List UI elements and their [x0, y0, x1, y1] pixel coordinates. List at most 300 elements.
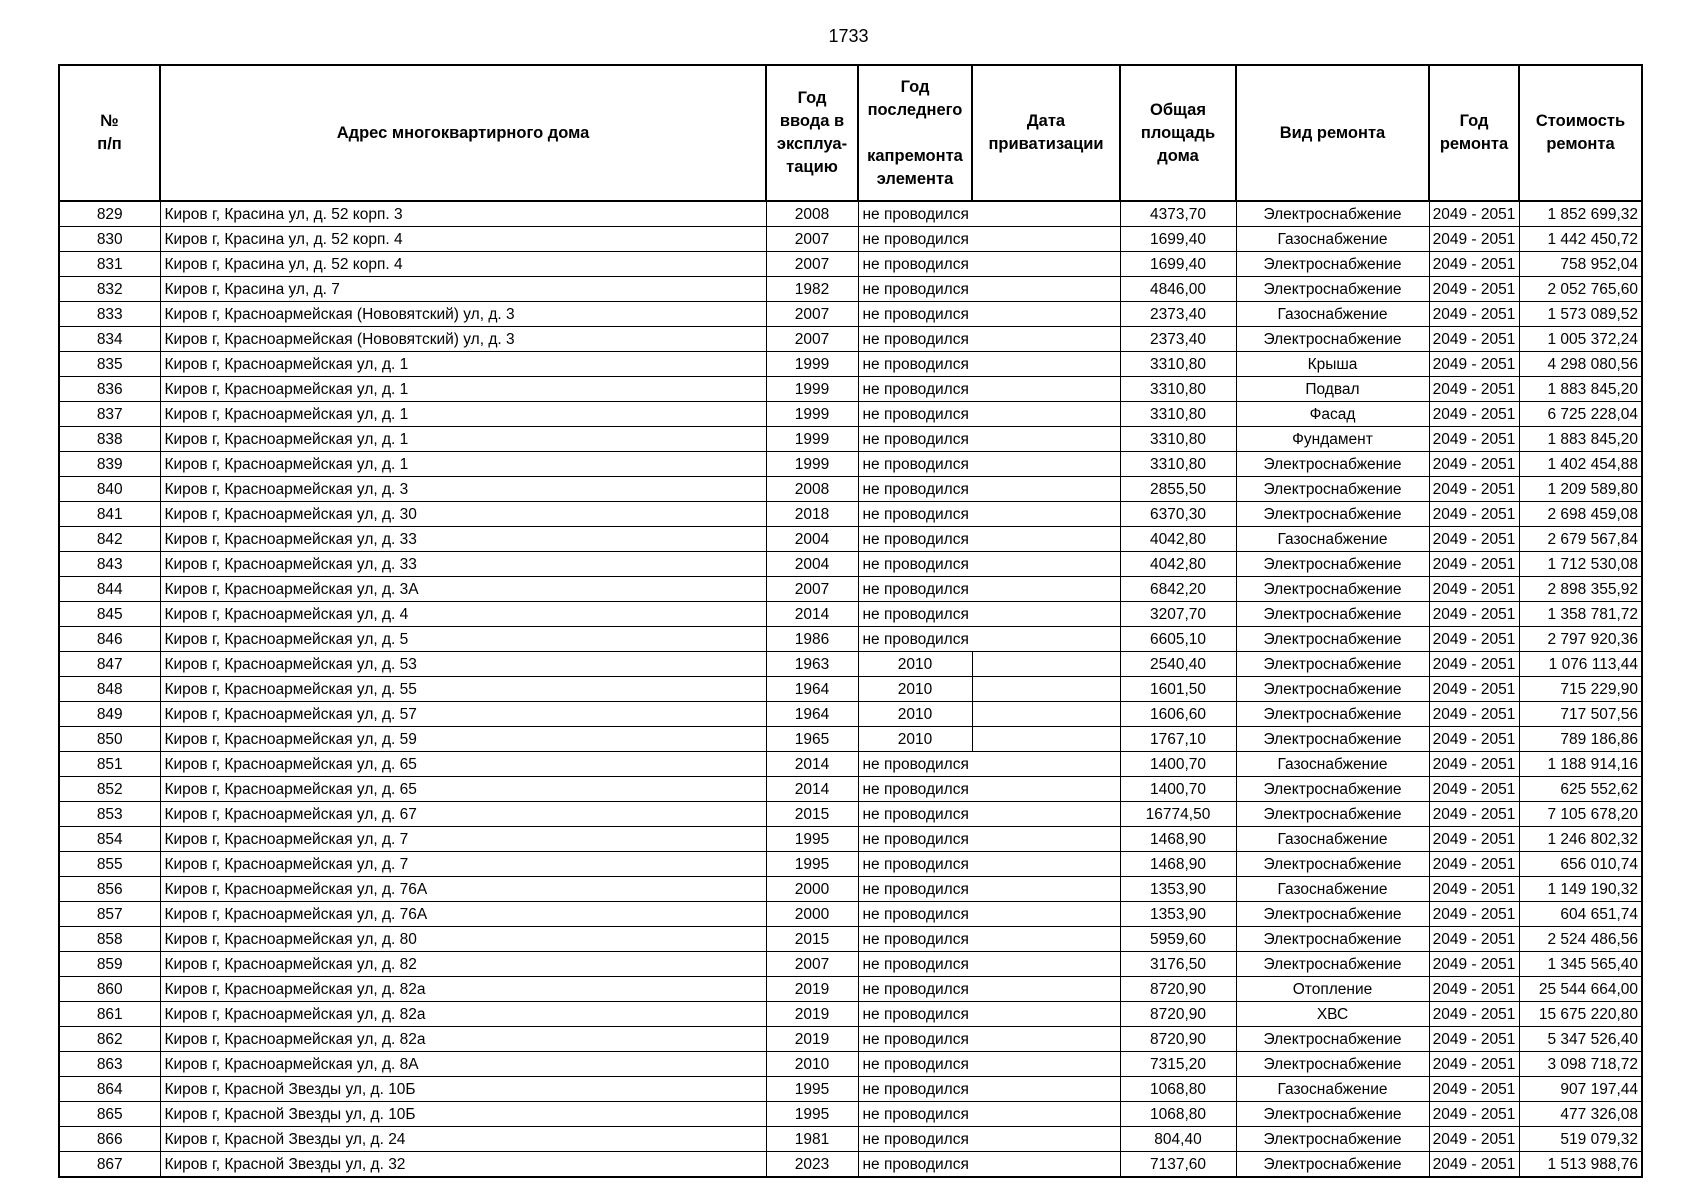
cell-year-commission: 1995	[766, 852, 858, 877]
table-row	[59, 602, 1642, 627]
header-total-area: Общая площадь дома	[1120, 65, 1236, 201]
cell-total-area: 1068,80	[1120, 1102, 1236, 1127]
cell-repair-type: Электроснабжение	[1236, 902, 1429, 927]
table-row	[59, 427, 1642, 452]
cell-repair-type: Крыша	[1236, 352, 1429, 377]
cell-repair-year: 2049 - 2051	[1429, 1127, 1519, 1152]
cell-repair-year: 2049 - 2051	[1429, 1077, 1519, 1102]
cell-repair-cost: 1 345 565,40	[1519, 952, 1642, 977]
cell-repair-type: Электроснабжение	[1236, 477, 1429, 502]
cell-repair-year: 2049 - 2051	[1429, 1152, 1519, 1178]
cell-privatization-date	[972, 1052, 1120, 1077]
cell-year-commission: 1999	[766, 452, 858, 477]
cell-row-number: 847	[59, 652, 160, 677]
cell-repair-cost: 1 883 845,20	[1519, 427, 1642, 452]
table-row	[59, 1052, 1642, 1077]
cell-repair-type: Газоснабжение	[1236, 302, 1429, 327]
cell-row-number: 840	[59, 477, 160, 502]
cell-repair-year: 2049 - 2051	[1429, 802, 1519, 827]
cell-row-number: 832	[59, 277, 160, 302]
cell-total-area: 8720,90	[1120, 1027, 1236, 1052]
header-year-last-repair: Год последнего капремонта элемента	[858, 65, 972, 201]
cell-repair-cost: 625 552,62	[1519, 777, 1642, 802]
cell-row-number: 835	[59, 352, 160, 377]
cell-year-commission: 1999	[766, 427, 858, 452]
cell-repair-type: Газоснабжение	[1236, 527, 1429, 552]
table-row	[59, 802, 1642, 827]
cell-address: Киров г, Красной Звезды ул, д. 32	[160, 1152, 766, 1178]
cell-repair-year: 2049 - 2051	[1429, 402, 1519, 427]
cell-repair-cost: 1 246 802,32	[1519, 827, 1642, 852]
cell-privatization-date	[972, 227, 1120, 252]
cell-address: Киров г, Красноармейская ул, д. 1	[160, 452, 766, 477]
cell-privatization-date	[972, 802, 1120, 827]
cell-year-commission: 2014	[766, 602, 858, 627]
cell-privatization-date	[972, 777, 1120, 802]
cell-total-area: 1353,90	[1120, 877, 1236, 902]
cell-year-last-repair: не проводился	[858, 902, 972, 927]
cell-year-commission: 2018	[766, 502, 858, 527]
cell-address: Киров г, Красноармейская ул, д. 57	[160, 702, 766, 727]
cell-year-commission: 2019	[766, 977, 858, 1002]
cell-total-area: 2540,40	[1120, 652, 1236, 677]
cell-total-area: 2855,50	[1120, 477, 1236, 502]
cell-repair-year: 2049 - 2051	[1429, 1027, 1519, 1052]
cell-year-last-repair: не проводился	[858, 352, 972, 377]
cell-year-last-repair: не проводился	[858, 201, 972, 227]
cell-repair-type: Электроснабжение	[1236, 602, 1429, 627]
table-row	[59, 1002, 1642, 1027]
cell-year-commission: 1995	[766, 1077, 858, 1102]
cell-row-number: 836	[59, 377, 160, 402]
cell-row-number: 859	[59, 952, 160, 977]
header-row	[59, 65, 1642, 201]
cell-year-last-repair: не проводился	[858, 527, 972, 552]
cell-repair-type: Электроснабжение	[1236, 577, 1429, 602]
cell-repair-year: 2049 - 2051	[1429, 852, 1519, 877]
header-address: Адрес многоквартирного дома	[160, 65, 766, 201]
cell-repair-type: Газоснабжение	[1236, 877, 1429, 902]
cell-address: Киров г, Красной Звезды ул, д. 10Б	[160, 1077, 766, 1102]
cell-repair-cost: 1 852 699,32	[1519, 201, 1642, 227]
cell-address: Киров г, Красина ул, д. 52 корп. 4	[160, 227, 766, 252]
cell-repair-type: Электроснабжение	[1236, 927, 1429, 952]
table-row	[59, 877, 1642, 902]
cell-address: Киров г, Красноармейская ул, д. 5	[160, 627, 766, 652]
cell-row-number: 844	[59, 577, 160, 602]
cell-privatization-date	[972, 1002, 1120, 1027]
cell-repair-cost: 656 010,74	[1519, 852, 1642, 877]
cell-total-area: 1400,70	[1120, 752, 1236, 777]
cell-year-last-repair: не проводился	[858, 602, 972, 627]
cell-repair-year: 2049 - 2051	[1429, 902, 1519, 927]
cell-privatization-date	[972, 927, 1120, 952]
cell-year-last-repair: не проводился	[858, 477, 972, 502]
cell-privatization-date	[972, 677, 1120, 702]
cell-address: Киров г, Красноармейская ул, д. 82а	[160, 977, 766, 1002]
cell-year-last-repair: не проводился	[858, 1052, 972, 1077]
cell-total-area: 3176,50	[1120, 952, 1236, 977]
cell-year-commission: 1999	[766, 402, 858, 427]
cell-repair-type: Электроснабжение	[1236, 327, 1429, 352]
table-row	[59, 1027, 1642, 1052]
cell-row-number: 852	[59, 777, 160, 802]
cell-repair-year: 2049 - 2051	[1429, 252, 1519, 277]
cell-repair-type: Газоснабжение	[1236, 827, 1429, 852]
cell-privatization-date	[972, 852, 1120, 877]
cell-repair-year: 2049 - 2051	[1429, 777, 1519, 802]
cell-privatization-date	[972, 527, 1120, 552]
cell-repair-year: 2049 - 2051	[1429, 702, 1519, 727]
cell-year-last-repair: 2010	[858, 677, 972, 702]
cell-repair-type: Электроснабжение	[1236, 852, 1429, 877]
cell-year-last-repair: не проводился	[858, 802, 972, 827]
cell-row-number: 833	[59, 302, 160, 327]
cell-year-commission: 1995	[766, 1102, 858, 1127]
table-row	[59, 201, 1642, 227]
cell-year-commission: 1964	[766, 702, 858, 727]
cell-total-area: 1068,80	[1120, 1077, 1236, 1102]
cell-repair-year: 2049 - 2051	[1429, 201, 1519, 227]
cell-repair-type: Электроснабжение	[1236, 552, 1429, 577]
cell-year-commission: 2000	[766, 877, 858, 902]
cell-repair-year: 2049 - 2051	[1429, 502, 1519, 527]
cell-year-commission: 1999	[766, 352, 858, 377]
cell-row-number: 838	[59, 427, 160, 452]
cell-privatization-date	[972, 302, 1120, 327]
cell-year-commission: 2023	[766, 1152, 858, 1178]
cell-row-number: 845	[59, 602, 160, 627]
cell-total-area: 2373,40	[1120, 327, 1236, 352]
cell-address: Киров г, Красноармейская ул, д. 82а	[160, 1002, 766, 1027]
cell-year-commission: 2004	[766, 552, 858, 577]
cell-year-commission: 1986	[766, 627, 858, 652]
cell-privatization-date	[972, 201, 1120, 227]
cell-row-number: 829	[59, 201, 160, 227]
cell-repair-cost: 907 197,44	[1519, 1077, 1642, 1102]
cell-row-number: 861	[59, 1002, 160, 1027]
cell-repair-year: 2049 - 2051	[1429, 652, 1519, 677]
cell-repair-year: 2049 - 2051	[1429, 627, 1519, 652]
cell-year-commission: 2010	[766, 1052, 858, 1077]
cell-total-area: 4846,00	[1120, 277, 1236, 302]
cell-address: Киров г, Красноармейская ул, д. 30	[160, 502, 766, 527]
cell-repair-type: Электроснабжение	[1236, 252, 1429, 277]
cell-address: Киров г, Красноармейская ул, д. 8А	[160, 1052, 766, 1077]
cell-year-commission: 1965	[766, 727, 858, 752]
cell-address: Киров г, Красина ул, д. 52 корп. 4	[160, 252, 766, 277]
cell-repair-cost: 2 797 920,36	[1519, 627, 1642, 652]
cell-repair-type: Электроснабжение	[1236, 802, 1429, 827]
cell-repair-year: 2049 - 2051	[1429, 452, 1519, 477]
cell-repair-type: Газоснабжение	[1236, 752, 1429, 777]
table-row	[59, 1152, 1642, 1178]
cell-privatization-date	[972, 252, 1120, 277]
cell-year-last-repair: не проводился	[858, 402, 972, 427]
table-row	[59, 452, 1642, 477]
cell-repair-cost: 1 188 914,16	[1519, 752, 1642, 777]
cell-year-commission: 2007	[766, 577, 858, 602]
cell-year-last-repair: не проводился	[858, 327, 972, 352]
table-row	[59, 652, 1642, 677]
cell-privatization-date	[972, 902, 1120, 927]
table-row	[59, 927, 1642, 952]
cell-repair-cost: 7 105 678,20	[1519, 802, 1642, 827]
cell-repair-year: 2049 - 2051	[1429, 277, 1519, 302]
cell-year-commission: 2000	[766, 902, 858, 927]
cell-total-area: 2373,40	[1120, 302, 1236, 327]
cell-repair-type: ХВС	[1236, 1002, 1429, 1027]
cell-year-last-repair: не проводился	[858, 577, 972, 602]
page-number: 1733	[828, 26, 869, 46]
cell-repair-cost: 2 524 486,56	[1519, 927, 1642, 952]
cell-row-number: 837	[59, 402, 160, 427]
cell-privatization-date	[972, 552, 1120, 577]
table-row	[59, 227, 1642, 252]
cell-year-last-repair: не проводился	[858, 1127, 972, 1152]
cell-row-number: 862	[59, 1027, 160, 1052]
cell-repair-type: Фасад	[1236, 402, 1429, 427]
cell-address: Киров г, Красина ул, д. 7	[160, 277, 766, 302]
cell-year-commission: 2008	[766, 477, 858, 502]
table-row	[59, 852, 1642, 877]
cell-year-last-repair: не проводился	[858, 1102, 972, 1127]
cell-privatization-date	[972, 627, 1120, 652]
cell-repair-cost: 1 883 845,20	[1519, 377, 1642, 402]
table-row	[59, 377, 1642, 402]
cell-repair-cost: 6 725 228,04	[1519, 402, 1642, 427]
cell-repair-cost: 519 079,32	[1519, 1127, 1642, 1152]
cell-privatization-date	[972, 327, 1120, 352]
cell-year-last-repair: не проводился	[858, 977, 972, 1002]
cell-repair-cost: 1 005 372,24	[1519, 327, 1642, 352]
cell-row-number: 839	[59, 452, 160, 477]
cell-row-number: 834	[59, 327, 160, 352]
cell-total-area: 4373,70	[1120, 201, 1236, 227]
cell-privatization-date	[972, 1077, 1120, 1102]
table-row	[59, 677, 1642, 702]
cell-row-number: 863	[59, 1052, 160, 1077]
cell-repair-cost: 715 229,90	[1519, 677, 1642, 702]
cell-privatization-date	[972, 752, 1120, 777]
header-repair-type: Вид ремонта	[1236, 65, 1429, 201]
cell-repair-cost: 604 651,74	[1519, 902, 1642, 927]
cell-repair-year: 2049 - 2051	[1429, 427, 1519, 452]
cell-privatization-date	[972, 727, 1120, 752]
cell-year-commission: 1995	[766, 827, 858, 852]
cell-repair-cost: 1 712 530,08	[1519, 552, 1642, 577]
cell-repair-cost: 3 098 718,72	[1519, 1052, 1642, 1077]
cell-privatization-date	[972, 952, 1120, 977]
cell-year-commission: 2007	[766, 227, 858, 252]
cell-total-area: 3310,80	[1120, 427, 1236, 452]
cell-year-commission: 1999	[766, 377, 858, 402]
cell-row-number: 857	[59, 902, 160, 927]
table-row	[59, 577, 1642, 602]
cell-row-number: 850	[59, 727, 160, 752]
cell-privatization-date	[972, 702, 1120, 727]
cell-row-number: 860	[59, 977, 160, 1002]
cell-repair-type: Электроснабжение	[1236, 1102, 1429, 1127]
cell-year-last-repair: не проводился	[858, 452, 972, 477]
cell-total-area: 8720,90	[1120, 977, 1236, 1002]
cell-repair-year: 2049 - 2051	[1429, 552, 1519, 577]
table-row	[59, 327, 1642, 352]
cell-repair-cost: 1 149 190,32	[1519, 877, 1642, 902]
cell-total-area: 7315,20	[1120, 1052, 1236, 1077]
cell-privatization-date	[972, 352, 1120, 377]
cell-year-last-repair: не проводился	[858, 852, 972, 877]
cell-row-number: 841	[59, 502, 160, 527]
cell-year-commission: 2014	[766, 752, 858, 777]
table-body	[59, 201, 1642, 1177]
cell-repair-type: Электроснабжение	[1236, 277, 1429, 302]
cell-repair-year: 2049 - 2051	[1429, 352, 1519, 377]
cell-repair-type: Электроснабжение	[1236, 502, 1429, 527]
cell-repair-year: 2049 - 2051	[1429, 577, 1519, 602]
cell-year-last-repair: не проводился	[858, 1027, 972, 1052]
cell-total-area: 1353,90	[1120, 902, 1236, 927]
table-row	[59, 402, 1642, 427]
cell-year-last-repair: 2010	[858, 702, 972, 727]
cell-repair-year: 2049 - 2051	[1429, 1102, 1519, 1127]
cell-repair-type: Электроснабжение	[1236, 677, 1429, 702]
cell-privatization-date	[972, 652, 1120, 677]
header-repair-cost: Стоимость ремонта	[1519, 65, 1642, 201]
cell-privatization-date	[972, 1127, 1120, 1152]
cell-address: Киров г, Красной Звезды ул, д. 24	[160, 1127, 766, 1152]
cell-year-last-repair: не проводился	[858, 927, 972, 952]
cell-row-number: 858	[59, 927, 160, 952]
cell-row-number: 865	[59, 1102, 160, 1127]
cell-row-number: 855	[59, 852, 160, 877]
cell-address: Киров г, Красноармейская ул, д. 59	[160, 727, 766, 752]
cell-repair-type: Электроснабжение	[1236, 1052, 1429, 1077]
cell-privatization-date	[972, 1027, 1120, 1052]
cell-repair-type: Электроснабжение	[1236, 777, 1429, 802]
cell-repair-cost: 1 513 988,76	[1519, 1152, 1642, 1178]
cell-total-area: 3310,80	[1120, 352, 1236, 377]
cell-year-commission: 1963	[766, 652, 858, 677]
cell-year-last-repair: не проводился	[858, 777, 972, 802]
cell-privatization-date	[972, 1102, 1120, 1127]
cell-year-last-repair: не проводился	[858, 277, 972, 302]
cell-year-commission: 2014	[766, 777, 858, 802]
cell-year-last-repair: не проводился	[858, 1152, 972, 1178]
cell-repair-year: 2049 - 2051	[1429, 527, 1519, 552]
cell-year-last-repair: не проводился	[858, 227, 972, 252]
table-row	[59, 477, 1642, 502]
cell-year-commission: 2008	[766, 201, 858, 227]
cell-address: Киров г, Красноармейская ул, д. 55	[160, 677, 766, 702]
cell-total-area: 6842,20	[1120, 577, 1236, 602]
cell-repair-year: 2049 - 2051	[1429, 877, 1519, 902]
cell-repair-type: Фундамент	[1236, 427, 1429, 452]
table-row	[59, 702, 1642, 727]
table-row	[59, 1077, 1642, 1102]
cell-row-number: 846	[59, 627, 160, 652]
cell-repair-year: 2049 - 2051	[1429, 977, 1519, 1002]
cell-privatization-date	[972, 977, 1120, 1002]
cell-repair-type: Газоснабжение	[1236, 1077, 1429, 1102]
cell-total-area: 16774,50	[1120, 802, 1236, 827]
cell-total-area: 8720,90	[1120, 1002, 1236, 1027]
cell-row-number: 843	[59, 552, 160, 577]
cell-total-area: 1699,40	[1120, 227, 1236, 252]
cell-repair-cost: 758 952,04	[1519, 252, 1642, 277]
cell-total-area: 3207,70	[1120, 602, 1236, 627]
cell-privatization-date	[972, 277, 1120, 302]
cell-row-number: 831	[59, 252, 160, 277]
table-row	[59, 777, 1642, 802]
cell-year-commission: 1981	[766, 1127, 858, 1152]
cell-repair-type: Электроснабжение	[1236, 652, 1429, 677]
cell-year-last-repair: 2010	[858, 727, 972, 752]
cell-repair-cost: 1 358 781,72	[1519, 602, 1642, 627]
cell-year-last-repair: не проводился	[858, 752, 972, 777]
cell-year-commission: 1964	[766, 677, 858, 702]
cell-year-commission: 2007	[766, 302, 858, 327]
cell-row-number: 849	[59, 702, 160, 727]
cell-total-area: 1400,70	[1120, 777, 1236, 802]
cell-repair-year: 2049 - 2051	[1429, 727, 1519, 752]
cell-privatization-date	[972, 577, 1120, 602]
cell-repair-year: 2049 - 2051	[1429, 227, 1519, 252]
cell-repair-year: 2049 - 2051	[1429, 602, 1519, 627]
cell-repair-type: Подвал	[1236, 377, 1429, 402]
cell-address: Киров г, Красноармейская ул, д. 53	[160, 652, 766, 677]
cell-row-number: 851	[59, 752, 160, 777]
cell-address: Киров г, Красноармейская ул, д. 65	[160, 752, 766, 777]
cell-repair-type: Отопление	[1236, 977, 1429, 1002]
table-row	[59, 627, 1642, 652]
cell-repair-type: Электроснабжение	[1236, 1152, 1429, 1178]
cell-total-area: 4042,80	[1120, 552, 1236, 577]
cell-repair-cost: 1 402 454,88	[1519, 452, 1642, 477]
cell-address: Киров г, Красноармейская ул, д. 33	[160, 552, 766, 577]
cell-total-area: 3310,80	[1120, 402, 1236, 427]
cell-row-number: 830	[59, 227, 160, 252]
cell-repair-year: 2049 - 2051	[1429, 1002, 1519, 1027]
cell-repair-year: 2049 - 2051	[1429, 677, 1519, 702]
cell-repair-type: Электроснабжение	[1236, 1027, 1429, 1052]
cell-repair-cost: 2 679 567,84	[1519, 527, 1642, 552]
cell-total-area: 1699,40	[1120, 252, 1236, 277]
cell-row-number: 854	[59, 827, 160, 852]
table-row	[59, 302, 1642, 327]
header-privatization-date: Дата приватизации	[972, 65, 1120, 201]
cell-repair-cost: 717 507,56	[1519, 702, 1642, 727]
cell-address: Киров г, Красноармейская ул, д. 1	[160, 352, 766, 377]
cell-repair-type: Электроснабжение	[1236, 727, 1429, 752]
cell-address: Киров г, Красноармейская ул, д. 3	[160, 477, 766, 502]
cell-address: Киров г, Красноармейская ул, д. 7	[160, 852, 766, 877]
table-row	[59, 727, 1642, 752]
table-row	[59, 1127, 1642, 1152]
cell-row-number: 866	[59, 1127, 160, 1152]
cell-total-area: 804,40	[1120, 1127, 1236, 1152]
cell-repair-cost: 2 898 355,92	[1519, 577, 1642, 602]
cell-privatization-date	[972, 877, 1120, 902]
cell-row-number: 856	[59, 877, 160, 902]
cell-repair-year: 2049 - 2051	[1429, 952, 1519, 977]
cell-year-last-repair: не проводился	[858, 427, 972, 452]
cell-privatization-date	[972, 402, 1120, 427]
cell-year-last-repair: не проводился	[858, 1077, 972, 1102]
cell-address: Киров г, Красноармейская ул, д. 82а	[160, 1027, 766, 1052]
cell-address: Киров г, Красной Звезды ул, д. 10Б	[160, 1102, 766, 1127]
cell-year-last-repair: не проводился	[858, 252, 972, 277]
